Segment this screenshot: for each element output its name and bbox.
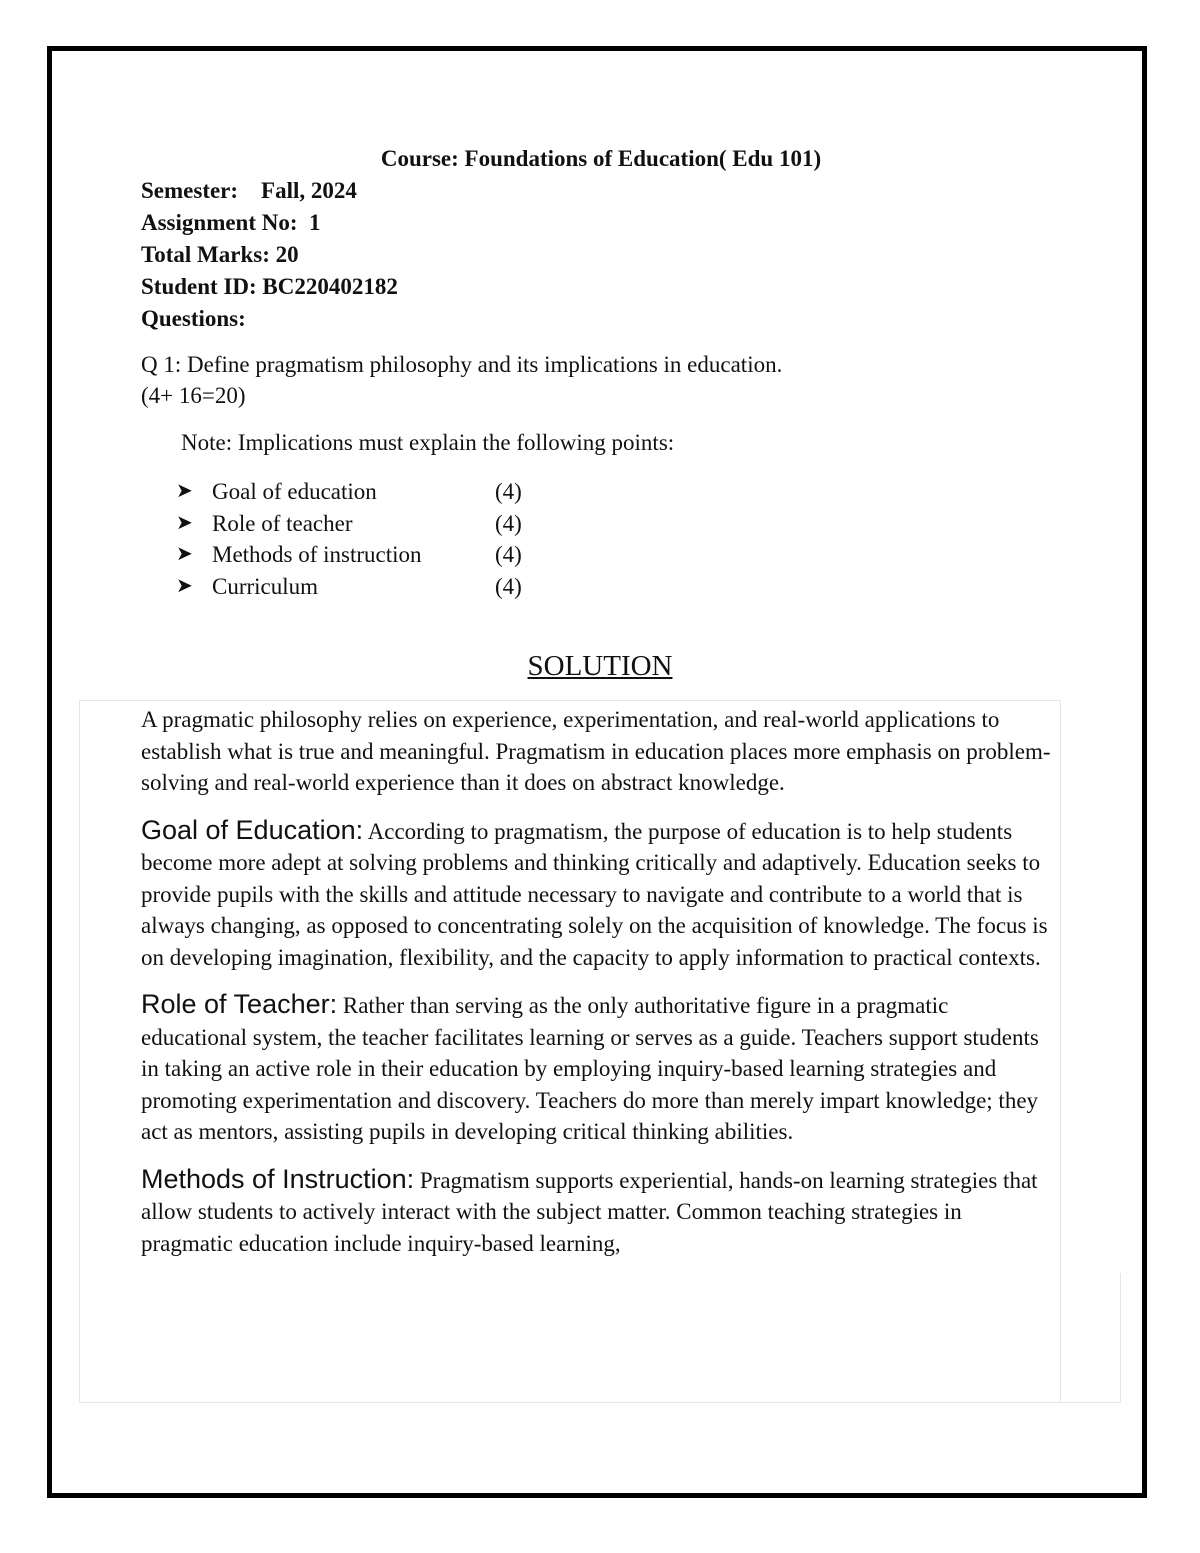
student-id: Student ID: BC220402182 xyxy=(141,274,398,299)
section-heading: Role of Teacher: xyxy=(141,989,338,1019)
point-label: Role of teacher xyxy=(212,510,353,536)
question-text xyxy=(141,349,782,411)
arrow-bullet-icon: ➤ xyxy=(176,511,193,534)
implication-points-list xyxy=(176,476,522,602)
point-label: Curriculum xyxy=(212,573,319,599)
solution-title: SOLUTION xyxy=(527,650,673,682)
list-item xyxy=(176,571,522,603)
assignment-header xyxy=(141,143,1061,335)
section-text: Rather than serving as the only authoritative figure in a pragmatic educational system, the teacher facilitates learning or serves as a guide. Teachers support students in taking an active role in their education by employing inquiry-based learning strategies and promoting experimentation and discovery. Teachers do more than merely impart knowledge; they act as mentors, assisting pupils in developing critical thinking abilities. xyxy=(141,993,1039,1144)
course-title: Course: Foundations of Education( Edu 101) xyxy=(380,146,822,171)
questions-label: Questions: xyxy=(141,306,246,331)
arrow-bullet-icon: ➤ xyxy=(176,574,193,597)
section-text: Pragmatism supports experiential, hands-on learning strategies that allow students to actively interact with the subject matter. Common teaching strategies in pragmatic education include inquiry-based learning, xyxy=(141,1167,1038,1256)
answer-text-box-extension xyxy=(1060,1273,1121,1403)
arrow-bullet-icon: ➤ xyxy=(176,543,193,565)
point-marks: (4) xyxy=(495,510,522,536)
point-label: Goal of education xyxy=(212,479,377,504)
semester-line: Semester: Fall, 2024 xyxy=(141,178,357,203)
goal-section xyxy=(141,815,1059,974)
list-item xyxy=(176,476,522,508)
methods-section xyxy=(141,1164,1059,1260)
solution-body xyxy=(141,704,1059,1275)
note-text: Note: Implications must explain the following points: xyxy=(181,430,675,455)
section-heading: Methods of Instruction: xyxy=(141,1163,415,1194)
question-line: Q 1: Define pragmatism philosophy and its implications in education. xyxy=(141,352,783,377)
point-marks: (4) xyxy=(495,542,522,567)
list-item xyxy=(176,508,522,540)
point-marks: (4) xyxy=(495,479,522,504)
total-marks: Total Marks: 20 xyxy=(141,242,299,267)
intro-paragraph: A pragmatic philosophy relies on experience, experimentation, and real-world applications to establish what is true and meaningful. Pragmatism in education places more emphasis on problem-solving and real-world experience than it does on abstract knowledge. xyxy=(141,707,1051,795)
arrow-bullet-icon: ➤ xyxy=(176,480,193,502)
point-marks: (4) xyxy=(495,573,522,599)
assignment-number: Assignment No: 1 xyxy=(141,210,321,235)
point-label: Methods of instruction xyxy=(212,542,422,567)
section-text: According to pragmatism, the purpose of education is to help students become more adept at solving problems and thinking critically and adaptively. Education seeks to provide pupils with the skills and attitude necessary to navigate and contribute to a world that is always changing, as opposed to concentrating solely on the acquisition of knowledge. The focus is on developing imagination, flexibility, and the capacity to apply information to practical contexts. xyxy=(141,818,1048,970)
question-marks: (4+ 16=20) xyxy=(141,383,246,408)
teacher-section xyxy=(141,989,1059,1148)
section-heading: Goal of Education: xyxy=(141,814,364,845)
list-item xyxy=(176,539,522,571)
